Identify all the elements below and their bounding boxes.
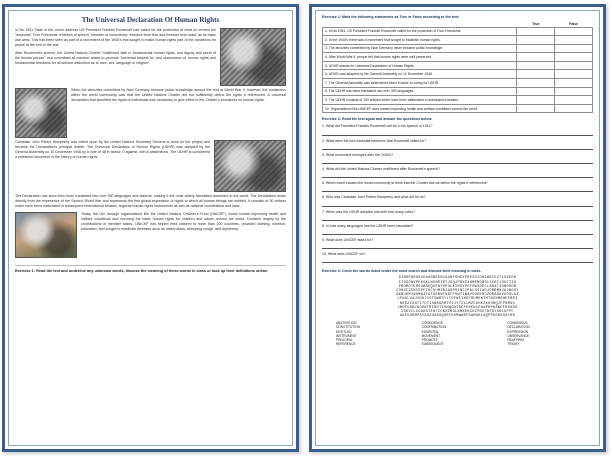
paragraph-2: After Roosevelt's speech, the United Nations Charter "reaffirmed faith in fundamental human rights, and dignity and worth of the human person" and committed all member states to promote "universal respect for, and observance of, human rights and fundamental freedoms for all without distinction as to race, sex, language or religion". [15,51,216,65]
question: 7. When was the UDHR adopted and with how many votes? [322,209,415,214]
exercise-page-content [315,10,600,446]
true-box[interactable] [517,96,555,105]
statement-row [323,27,593,36]
false-box[interactable] [555,53,593,62]
question-list [322,124,593,263]
exercise-3-title: Exercise 3: Read the text again and answer the questions below: [322,117,433,122]
statement-row [323,70,593,79]
exercise-2-title: Exercise 2: Mark the following statements as True or False according to the text: [322,15,460,19]
exercise-page [309,4,606,452]
word-list-item: PRINCIPAL [336,337,353,342]
section-roosevelt [15,28,286,88]
word-list-item: REFERENCE [336,341,356,346]
answer-line[interactable] [322,128,593,135]
word-search-row[interactable]: CONSCIENCEPFZOCXUMIRJADPRINCIPALHYIADJCMBMAVAJNOGY [396,288,519,293]
answer-line[interactable] [322,157,593,164]
answer-line[interactable] [322,256,593,263]
false-box[interactable] [555,96,593,105]
true-box[interactable] [517,53,555,62]
word-search-row[interactable]: LFNXLVAJVGKJYGTGWRSYLTOFWIINSTRUMENTMTRZNMRHEFBRI [397,297,518,302]
true-box[interactable] [517,44,555,53]
statement-row [323,87,593,96]
paragraph-5: The Declaration has since then been translated into over 350 languages and dialects, making it the most widely translated document in the world. The Declaration arose directly from the experience of the Second World War and represents the first global expression of rights to which all human beings are entitled. It consists of 30 articles which have been elaborated in subsequent international treaties, regional human rights instruments as well as national constitutions and laws. [15,194,286,208]
word-search-row[interactable]: JMOFUDKZGODNTRIBUTIONQDAIREFERENCEHAPNPNZWDFKSODU [397,305,518,310]
true-box[interactable] [517,79,555,88]
word-list-item: DECLARATION [507,325,530,330]
statement-text: 6. UDHR was adopted by the General Assembly on 10 December 1948. [323,70,517,79]
true-box[interactable] [517,36,555,45]
statement-row [323,96,593,105]
statement-row [323,61,593,70]
false-box[interactable] [555,61,593,70]
statement-text: 3. The atrocities committed by Nazi Germany never became public knowledge. [323,44,517,53]
true-header: True [532,21,540,26]
word-list-item: INSTRUMENT [336,333,357,338]
statement-text: 9. The UDHR consists of 100 articles which have been elaborated in subsequent treaties. [323,96,517,105]
false-box[interactable] [555,44,593,53]
word-search-row[interactable]: ITOSONVPPXGKLNONSIRTJDQJPBXEXHMRNGBSCJXATJSUCTIG [398,280,517,285]
word-list-item: CONTRIBUTION [421,325,446,330]
word-list-item: CONSCIENCE [421,321,443,326]
question: 6. Who was Canadian John Peters Humphrey and what did he do? [322,195,426,200]
word-search-row[interactable]: NRDZCONTITUTIONRGRHTVIJYTZLLMZCXHEZXHORQJFPNRSO [399,301,516,306]
true-box[interactable] [517,87,555,96]
document-title: The Universal Declaration Of Human Rights [81,16,220,24]
word-list-item: OBSERVANCE [507,333,530,338]
word-search-row[interactable]: GKBUDMJNSMWIFATGENNTNSFPOWTIBAVDDEERCZDRAGUVXOXLGJ [396,293,519,298]
word-list-item: PROMOTE [421,337,438,342]
word-list-item: SUBSEQUENT [421,341,444,346]
false-box[interactable] [555,36,593,45]
answer-line[interactable] [322,214,593,221]
question: 10. What does UNICEF do? [322,252,366,257]
paragraph-3: When the atrocities committed by Nazi Germany became public knowledge around the end of World War II, however, the consensus within the world community was that the United Nations Charter did not sufficiently define the rights it referenced. A universal declaration that specified the rights of individuals was necessary to give effect to the Charter's provisions on human rights. [71,88,286,102]
question: 8. In how many languages has the UDHR been translated? [322,223,414,228]
word-search-row[interactable]: PROMOTERSUBSEQUENTSPOLKIRUYPOYOWVDECLARATIONODOM [398,284,517,289]
unicef-children-photo [15,212,77,258]
word-list-item: MOVEMENT [421,333,441,338]
false-header: False [569,21,578,26]
false-box[interactable] [555,104,593,113]
statement-text: 5. UDHR stands for Universal Declaration of Human Rights. [323,61,517,70]
statement-row [323,44,593,53]
statement-text: 1. In his 1941, US President Franklin Roosevelt called for the protection of Four Freedoms. [323,27,517,36]
answer-line[interactable] [322,228,593,235]
word-list-item: CONSENSUS [507,321,528,326]
answer-line[interactable] [322,143,593,150]
word-search-row[interactable]: AKEGORMPAYSUZUNSXQDEFGOMWWRFRAMDKLAQPPUDOKGSYHR [399,314,516,319]
answer-line[interactable] [322,242,593,249]
false-box[interactable] [555,70,593,79]
statement-text: 2. In the 1940's there was a movement that sought to establish human rights. [323,36,517,45]
word-list-item: EXPRESSION [507,329,529,334]
section-unicef [15,212,286,260]
question: 5. Which event caused the world community to think that the Charter did not define the rights it referenced? [322,181,488,186]
word-list [322,321,593,346]
reading-page-content [8,10,293,446]
true-box[interactable] [517,70,555,79]
statement-text: 10. Organisations like UNICEF work toward improving health and welfare conditions around the world. [323,104,517,113]
paragraph-4: Canadian John Peters Humphrey was called upon by the United Nations Secretary General to work on the project and became the Declaration's principal drafter. The Universal Declaration of Human Rights (UDHR) was adopted by the General Assembly on 10 December 1948 by a vote of 48 in favour, 0 against, with 8 abstentions. The UDHR is considered a milestone document in the history of human rights. [15,140,210,159]
word-list-item: TREATY [507,341,520,346]
statement-text: 7. The General Assembly was determined when it came to voting for UDHR. [323,79,517,88]
statement-text: 4. After World War II, people felt that human rights were well preserved. [323,53,517,62]
answer-line[interactable] [322,199,593,206]
false-box[interactable] [555,27,593,36]
true-false-table [322,21,593,113]
humphrey-photo [214,140,286,192]
reading-page [2,4,299,452]
eleanor-roosevelt-photo [15,88,67,138]
false-box[interactable] [555,79,593,88]
word-list-item: ENTITLED [336,329,352,334]
word-search-row[interactable]: CDKVCLUGAKSTENTIONZZMGLAMXEKZHZPNOTBTGYSRLUFPC [401,309,514,314]
statement-row [323,79,593,88]
word-search-row[interactable]: DJMSPARGKVDAGSBEENCAXNPSHEXPRESSIONIWRIEZYLXXEON [398,276,517,281]
false-box[interactable] [555,87,593,96]
exercise-1-instructions: Exercise 1: Read the text and underline any unknown words, discuss the meaning of these words in class or look up their definitions online. [15,265,286,274]
paragraph-1: In his 1941 State of the Union address US President Franklin Roosevelt had called for the protection of what he termed the "essential" Four Freedoms: freedom of speech, freedom of conscience, freedom from fear and freedom from want, as its basic war aims. This has been seen as part of a movement of the 1940's that sought to make human rights part of the conditions for peace at the end of the war. [15,28,216,47]
section-charter [15,88,286,140]
paragraph-6: Today, the UN, through organisations like the United Nations Children's Fund (UNICEF), works toward improving health and welfare conditions and securing the basic human rights for children and adults around the world. Fourteen largely by the contributions of member states, UNICEF has helped feed children in more than 100 countries, provided clothing, nutrition, education, and sought to eradicate diseases such as tuberculosis, whooping cough, and diphtheria. [81,212,286,231]
word-list-item: REAFFIRM [507,337,524,342]
true-box[interactable] [517,27,555,36]
word-list-item: CONSTITUTION [336,325,360,330]
question: 9. What does UNICEF stand for? [322,237,374,242]
word-list-item: ESSENTIAL [421,329,440,334]
statement-row [323,36,593,45]
section-humphrey [15,140,286,194]
word-search-grid [322,276,593,318]
statement-row [323,53,593,62]
answer-line[interactable] [322,171,593,178]
question: 4. What did the United Nations Charter reaffirmed after Roosevelt's speech? [322,167,440,171]
question: 1. What did President Franklin Roosevelt call for in his speech in 1941? [322,124,433,129]
roosevelt-photo [220,28,286,86]
exercise-4-title: Exercise 4: Circle the words listed under the word search and discuss their meaning in class. [322,269,482,274]
question: 3. What movement emerged after the 1940's? [322,152,394,157]
true-box[interactable] [517,61,555,70]
statement-text: 8. The UDHR has been translated into over 350 languages. [323,87,517,96]
question: 2. What were the four essential freedoms that Roosevelt called for? [322,138,427,143]
word-list-item: ABSTENTION [336,321,357,326]
true-box[interactable] [517,104,555,113]
answer-line[interactable] [322,185,593,192]
statement-row [323,104,593,113]
